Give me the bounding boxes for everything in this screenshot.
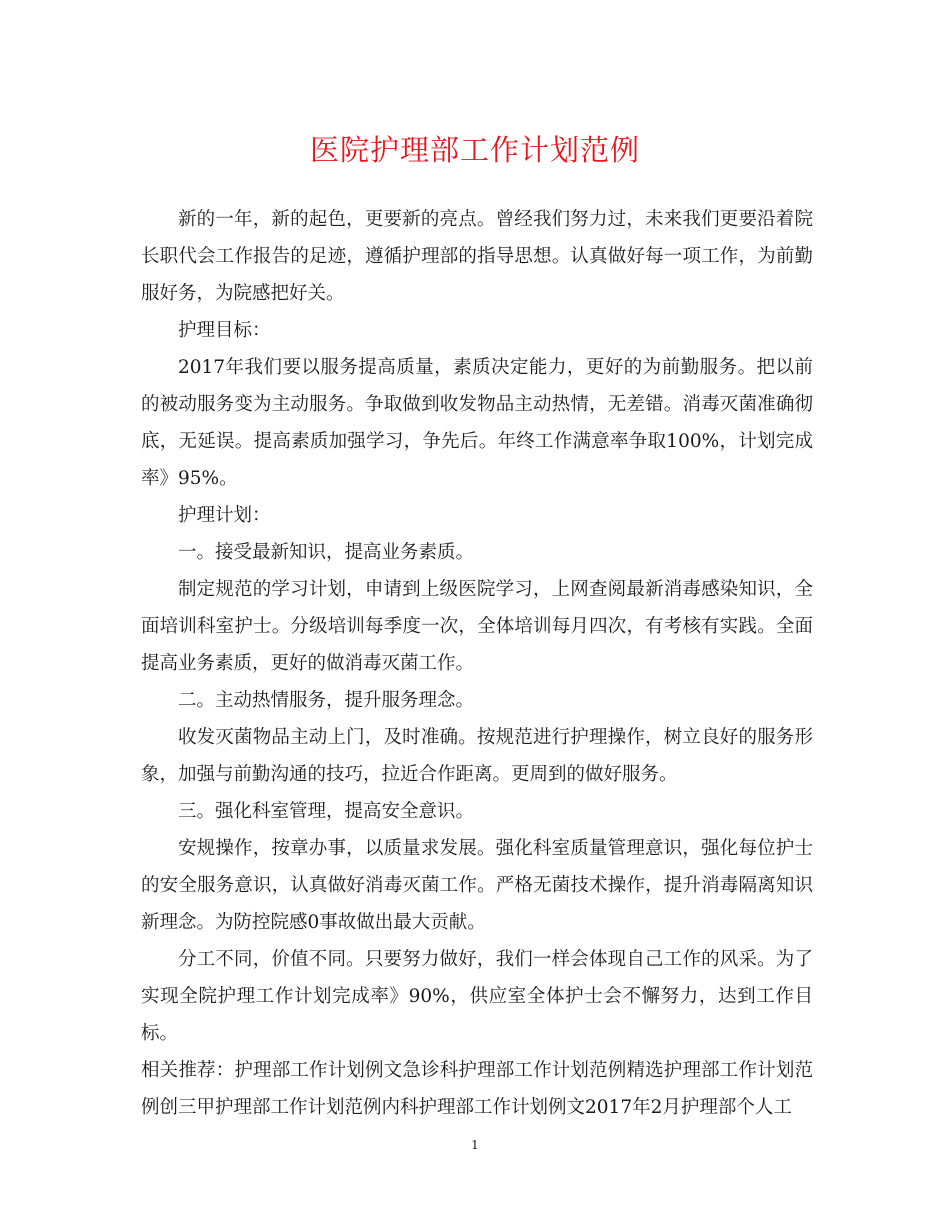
page-number: 1 (471, 1138, 479, 1152)
plan-item-3-body: 安规操作，按章办事，以质量求发展。强化科室质量管理意识，强化每位护士的安全服务意识，认真做好消毒灭菌工作。严格无菌技术操作，提升消毒隔离知识新理念。为防控院感0事故做出最大贡献。 (141, 838, 813, 933)
plan-item-2-heading: 二。主动热情服务，提升服务理念。 (178, 690, 475, 711)
plan-item-1-heading: 一。接受最新知识，提高业务素质。 (178, 542, 475, 563)
heading-nursing-goals: 护理目标： (178, 320, 271, 341)
document-title: 医院护理部工作计划范例 (309, 133, 640, 167)
plan-item-2-body: 收发灭菌物品主动上门，及时准确。按规范进行护理操作，树立良好的服务形象，加强与前勤沟通的技巧，拉近合作距离。更周到的做好服务。 (141, 727, 813, 785)
heading-nursing-plan: 护理计划： (178, 505, 271, 526)
paragraph-intro: 新的一年，新的起色，更要新的亮点。曾经我们努力过，未来我们更要沿着院长职代会工作报告的足迹，遵循护理部的指导思想。认真做好每一项工作，为前勤服好务，为院感把好关。 (141, 209, 813, 304)
paragraph-goals: 2017年我们要以服务提高质量，素质决定能力，更好的为前勤服务。把以前的被动服务变为主动服务。争取做到收发物品主动热情，无差错。消毒灭菌准确彻底，无延误。提高素质加强学习，争先后。年终工作满意率争取100%，计划完成率》95%。 (141, 357, 813, 489)
plan-item-3-heading: 三。强化科室管理，提高安全意识。 (178, 801, 475, 822)
paragraph-conclusion: 分工不同，价值不同。只要努力做好，我们一样会体现自己工作的风采。为了实现全院护理工作计划完成率》90%，供应室全体护士会不懈努力，达到工作目标。 (141, 949, 813, 1044)
plan-item-1-body: 制定规范的学习计划，申请到上级医院学习，上网查阅最新消毒感染知识，全面培训科室护士。分级培训每季度一次，全体培训每月四次，有考核有实践。全面提高业务素质，更好的做消毒灭菌工作。 (141, 579, 813, 674)
related-recommendations: 相关推荐：护理部工作计划例文急诊科护理部工作计划范例精选护理部工作计划范例创三甲护理部工作计划范例内科护理部工作计划例文2017年2月护理部个人工 (141, 1060, 813, 1118)
document-body (141, 201, 813, 1126)
